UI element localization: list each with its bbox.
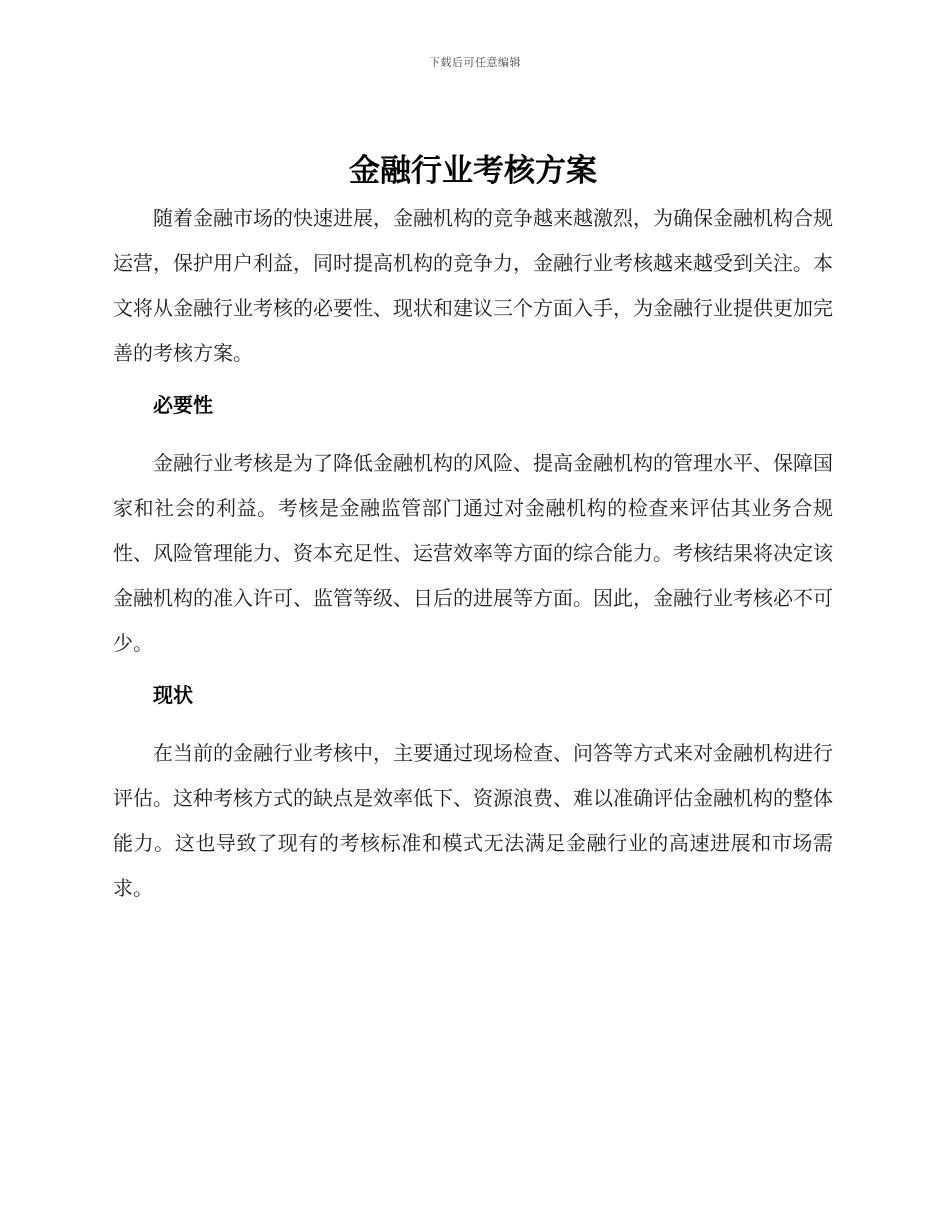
document-body [113,148,833,911]
document-title: 金融行业考核方案 [349,153,597,189]
section-body-current-status: 在当前的金融行业考核中，主要通过现场检查、问答等方式来对金融机构进行评估。这种考核方式的缺点是效率低下、资源浪费、难以准确评估金融机构的整体能力。这也导致了现有的考核标准和模式无法满足金融行业的高速进展和市场需求。 [113,741,833,900]
section-heading-necessity: 必要性 [153,393,213,417]
running-header: 下载后可任意编辑 [429,56,521,69]
intro-paragraph: 随着金融市场的快速进展，金融机构的竞争越来越激烈，为确保金融机构合规运营，保护用户利益，同时提高机构的竞争力，金融行业考核越来越受到关注。本文将从金融行业考核的必要性、现状和建议三个方面入手，为金融行业提供更加完善的考核方案。 [113,206,833,365]
section-body-necessity: 金融行业考核是为了降低金融机构的风险、提高金融机构的管理水平、保障国家和社会的利益。考核是金融监管部门通过对金融机构的检查来评估其业务合规性、风险管理能力、资本充足性、运营效率等方面的综合能力。考核结果将决定该金融机构的准入许可、监管等级、日后的进展等方面。因此，金融行业考核必不可少。 [113,451,833,655]
section-heading-current-status: 现状 [153,683,193,707]
